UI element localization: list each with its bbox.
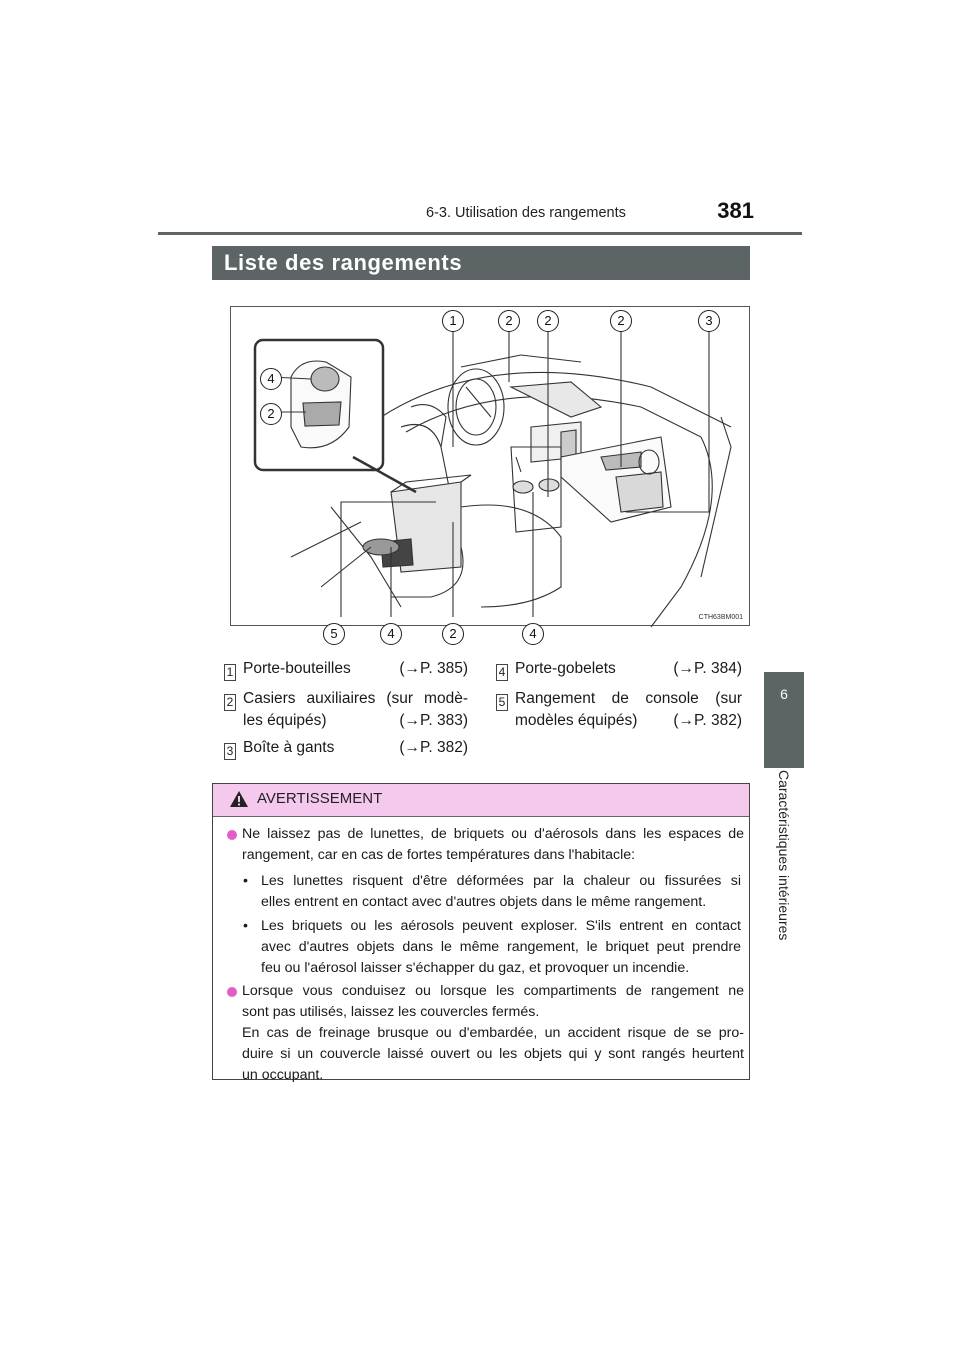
warning-line: feu ou l'aérosol laisser s'échapper du gaz, et provoquer un incendie. <box>261 960 690 976</box>
warning-line: avec d'autres objets dans le même rangement, le briquet peut prendre <box>261 939 741 955</box>
warning-header <box>213 784 749 817</box>
callout-2a: 2 <box>498 310 520 332</box>
legend-num: 5 <box>496 694 508 711</box>
legend-text: Casiers auxiliaires (sur modè- <box>243 690 468 707</box>
warning-line: duire si un couvercle laissé ouvert ou les objets qui y sont rangés heurtent <box>242 1046 744 1062</box>
callout-3: 3 <box>698 310 720 332</box>
warning-line: elles entrent en contact avec d'autres objets dans le même rangement. <box>261 894 707 910</box>
legend <box>218 660 748 770</box>
sub-bullet-icon: • <box>243 873 248 889</box>
warning-triangle-icon <box>230 791 248 807</box>
chapter-label <box>772 770 796 960</box>
header-rule <box>158 232 802 235</box>
inset-callout-2: 2 <box>260 403 282 425</box>
callout-4a: 4 <box>380 623 402 645</box>
callout-2b: 2 <box>537 310 559 332</box>
page-header <box>158 195 802 235</box>
inset-callout-4: 4 <box>260 368 282 390</box>
bullet-icon <box>227 987 237 997</box>
callout-5: 5 <box>323 623 345 645</box>
bullet-icon <box>227 830 237 840</box>
legend-text: modèles équipés) <box>515 712 638 729</box>
legend-ref: (→P. 383) <box>399 712 468 729</box>
warning-line: En cas de freinage brusque ou d'embardée, un accident risque de se pro- <box>242 1025 744 1041</box>
callout-4b: 4 <box>522 623 544 645</box>
legend-text: les équipés) <box>243 712 327 729</box>
legend-num: 4 <box>496 664 508 681</box>
warning-box <box>212 783 750 1083</box>
warning-line: Les briquets ou les aérosols peuvent exploser. S'ils entrent en contact <box>261 918 741 934</box>
legend-ref: (→P. 382) <box>399 739 468 756</box>
legend-num: 2 <box>224 694 236 711</box>
chapter-tab[interactable]: 6 <box>764 672 804 768</box>
legend-text: Porte-bouteilles <box>243 660 351 677</box>
warning-line: un occupant. <box>242 1067 324 1083</box>
warning-line: Lorsque vous conduisez ou lorsque les compartiments de rangement ne <box>242 983 744 999</box>
legend-text: Boîte à gants <box>243 739 335 756</box>
legend-ref: (→P. 385) <box>399 660 468 677</box>
figure-code: CTH63BM001 <box>698 614 743 621</box>
section-title: 6-3. Utilisation des rangements <box>426 205 626 221</box>
legend-ref: (→P. 384) <box>673 660 742 677</box>
warning-line: Ne laissez pas de lunettes, de briquets ou d'aérosols dans les espaces de <box>242 826 744 842</box>
warning-line: sont pas utilisés, laissez les couvercles fermés. <box>242 1004 540 1020</box>
sub-bullet-icon: • <box>243 918 248 934</box>
legend-text: Porte-gobelets <box>515 660 616 677</box>
callout-2c: 2 <box>610 310 632 332</box>
legend-text: Rangement de console (sur <box>515 690 742 707</box>
storage-illustration <box>230 306 750 641</box>
warning-line: rangement, car en cas de fortes températures dans l'habitacle: <box>242 847 636 863</box>
warning-title: AVERTISSEMENT <box>257 790 383 807</box>
legend-ref: (→P. 382) <box>673 712 742 729</box>
legend-num: 3 <box>224 743 236 760</box>
page-number: 381 <box>717 198 754 223</box>
section-heading: Liste des rangements <box>212 246 750 280</box>
warning-line: Les lunettes risquent d'être déformées par la chaleur ou fissurées si <box>261 873 741 889</box>
car-interior-drawing <box>231 307 751 627</box>
callout-1: 1 <box>442 310 464 332</box>
chapter-label-text: Caractéristiques intérieures <box>776 770 792 941</box>
callout-2d: 2 <box>442 623 464 645</box>
legend-num: 1 <box>224 664 236 681</box>
